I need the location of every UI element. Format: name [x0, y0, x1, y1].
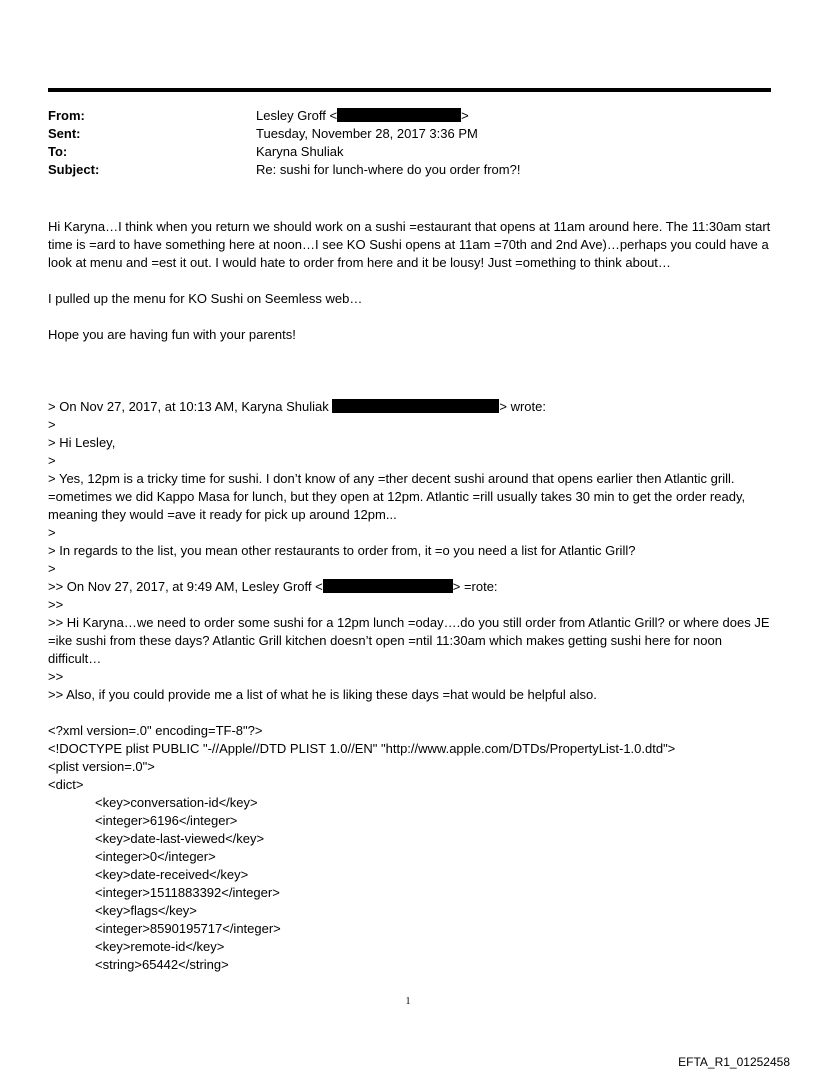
sent-label: Sent:: [48, 126, 81, 141]
xml-line: <integer>0</integer>: [95, 849, 216, 864]
quoted-line: > Hi Lesley,: [48, 435, 116, 450]
redaction-box: [337, 108, 461, 122]
to-value: Karyna Shuliak: [256, 144, 344, 159]
from-close: >: [461, 108, 469, 123]
from-value: [256, 107, 469, 125]
quoted-line: > In regards to the list, you mean other restaurants to order from, it =o you need a list for Atlantic Grill?: [48, 543, 636, 558]
redaction-box: [332, 399, 499, 413]
to-row: [48, 143, 771, 161]
quoted-line: >> Hi Karyna…we need to order some sushi for a 12pm lunch =oday….do you still order from Atlantic Grill? or where does JE =ike sushi from these days? Atlantic Grill kitchen doesn’t open =ntil 11:30am which makes getting sushi here for noon difficult…: [48, 615, 770, 666]
quoted-line: >: [48, 417, 56, 432]
quoted-line: [48, 578, 771, 596]
xml-line: <!DOCTYPE plist PUBLIC "-//Apple//DTD PLIST 1.0//EN" "http://www.apple.com/DTDs/PropertyList-1.0.dtd">: [48, 741, 676, 756]
redaction-box: [323, 579, 453, 593]
xml-line: <integer>6196</integer>: [95, 813, 238, 828]
page-number: 1: [405, 996, 411, 1007]
quoted-line: >: [48, 525, 56, 540]
quoted-line: >>: [48, 669, 64, 684]
body-paragraph: Hi Karyna…I think when you return we should work on a sushi =estaurant that opens at 11am around here. The 11:30am start time is =ard to have something here at noon…I see KO Sushi opens at 11am =70th and 2nd Ave)…perhaps you could have a look at menu and =est it out. I would hate to order from here and it be lousy! Just =omething to think about…: [48, 219, 771, 270]
xml-line: <key>date-received</key>: [95, 867, 249, 882]
body-paragraph: Hope you are having fun with your parents!: [48, 327, 296, 342]
quoted-line: >>: [48, 597, 64, 612]
quoted-line: > Yes, 12pm is a tricky time for sushi. I don’t know of any =ther decent sushi around that opens earlier then Atlantic grill. =ometimes we did Kappo Masa for lunch, but they open at 12pm. Atlantic =rill usually takes 30 min to get the order ready, meaning they would =ave it ready for pick up around 12pm...: [48, 471, 746, 522]
xml-line: <integer>1511883392</integer>: [95, 885, 280, 900]
xml-line: <key>remote-id</key>: [95, 939, 225, 954]
subject-value: Re: sushi for lunch-where do you order from?!: [256, 162, 521, 177]
xml-line: <string>65442</string>: [95, 957, 229, 972]
to-label: To:: [48, 144, 68, 159]
quote-intro: >> On Nov 27, 2017, at 9:49 AM, Lesley Groff <: [48, 579, 323, 594]
sent-row: [48, 125, 771, 143]
email-body: [48, 218, 771, 974]
quote-wrote: > wrote:: [499, 399, 546, 414]
from-row: [48, 107, 771, 125]
email-header: [48, 107, 771, 179]
xml-line: <plist version=.0">: [48, 759, 155, 774]
quoted-line: [48, 398, 771, 416]
sent-value: Tuesday, November 28, 2017 3:36 PM: [256, 126, 478, 141]
xml-line: <dict>: [48, 777, 84, 792]
subject-label: Subject:: [48, 162, 100, 177]
from-label: From:: [48, 108, 85, 123]
quoted-line: >: [48, 453, 56, 468]
quoted-line: >: [48, 561, 56, 576]
xml-line: <?xml version=.0" encoding=TF-8"?>: [48, 723, 263, 738]
quote-intro: > On Nov 27, 2017, at 10:13 AM, Karyna Shuliak: [48, 399, 333, 414]
header-rule: [48, 88, 771, 92]
subject-row: [48, 161, 771, 179]
xml-line: <key>flags</key>: [95, 903, 197, 918]
xml-line: <key>date-last-viewed</key>: [95, 831, 265, 846]
quoted-line: >> Also, if you could provide me a list of what he is liking these days =hat would be helpful also.: [48, 687, 597, 702]
xml-line: <integer>8590195717</integer>: [95, 921, 281, 936]
from-name: Lesley Groff <: [256, 108, 338, 123]
body-paragraph: I pulled up the menu for KO Sushi on Seemless web…: [48, 291, 363, 306]
bates-number: EFTA_R1_01252458: [678, 1055, 790, 1069]
xml-line: <key>conversation-id</key>: [95, 795, 258, 810]
quote-wrote: > =rote:: [452, 579, 498, 594]
